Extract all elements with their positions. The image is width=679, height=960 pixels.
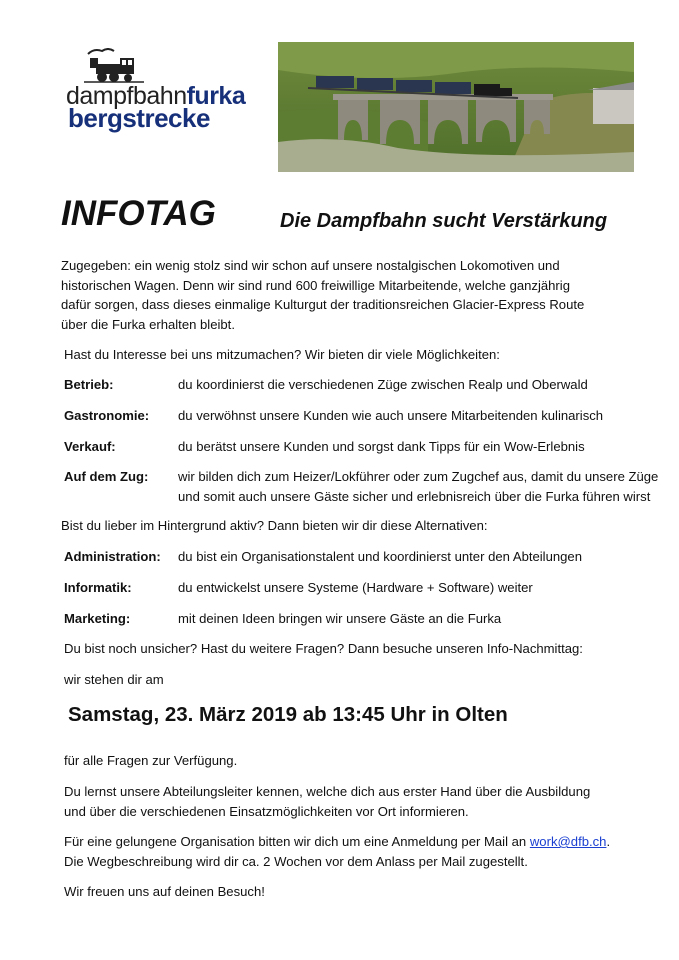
date-intro-text: wir stehen dir am bbox=[64, 672, 164, 687]
role-label: Marketing: bbox=[64, 611, 131, 626]
role-label: Betrieb: bbox=[64, 377, 114, 392]
role-label: Informatik: bbox=[64, 580, 132, 595]
role-description: du entwickelst unsere Systeme (Hardware + Software) weiter bbox=[178, 580, 533, 595]
event-date-heading: Samstag, 23. März 2019 ab 13:45 Uhr in Olten bbox=[68, 703, 508, 726]
role-label: Administration: bbox=[64, 549, 161, 564]
role-description-line: und somit auch unsere Gäste sicher und erlebnisreich über die Furka führen wirst bbox=[178, 488, 651, 504]
role-label: Verkauf: bbox=[64, 439, 116, 454]
role-description: du verwöhnst unsere Kunden wie auch unsere Mitarbeitenden kulinarisch bbox=[178, 408, 604, 423]
role-description: du berätst unsere Kunden und sorgst dank Tipps für ein Wow-Erlebnis bbox=[178, 439, 585, 454]
role-description: du koordinierst die verschiedenen Züge zwischen Realp und Oberwald bbox=[178, 377, 588, 392]
intro-line: dafür sorgen, dass dieses einmalige Kulturgut der traditionsreichen Glacier-Express Route bbox=[61, 297, 585, 312]
after-date-text: für alle Fragen zur Verfügung. bbox=[64, 753, 238, 768]
role-label: Auf dem Zug: bbox=[64, 469, 149, 484]
register-paragraph bbox=[64, 832, 610, 871]
role-label: Gastronomie: bbox=[64, 408, 150, 423]
intro-paragraph bbox=[61, 256, 584, 334]
register-line: Die Wegbeschreibung wird dir ca. 2 Wochen vor dem Anlass per Mail zugestellt. bbox=[64, 853, 528, 869]
meet-line: Du lernst unsere Abteilungsleiter kennen, welche dich aus erster Hand über die Ausbildung bbox=[64, 784, 591, 799]
register-line bbox=[64, 832, 610, 852]
register-punctuation: . bbox=[606, 834, 611, 849]
meet-paragraph bbox=[64, 782, 590, 821]
intro-line: historischen Wagen. Denn wir sind rund 600 freiwillige Mitarbeitende, welche ganzjährig bbox=[61, 277, 570, 293]
unsure-text: Du bist noch unsicher? Hast du weitere Fragen? Dann besuche unseren Info-Nachmittag: bbox=[64, 641, 583, 656]
role-description: mit deinen Ideen bringen wir unsere Gäste an die Furka bbox=[178, 611, 502, 626]
logo-line-1: dampfbahnfurka bbox=[66, 82, 246, 110]
closing-text: Wir freuen uns auf deinen Besuch! bbox=[64, 884, 265, 899]
header-photo-train-viaduct bbox=[278, 42, 634, 172]
intro-line: Zugegeben: ein wenig stolz sind wir schon auf unsere nostalgischen Lokomotiven und bbox=[61, 258, 560, 273]
role-description-line: wir bilden dich zum Heizer/Lokführer oder zum Zugchef aus, damit du unsere Züge bbox=[178, 469, 659, 484]
steam-locomotive-icon bbox=[82, 48, 146, 84]
email-link[interactable]: work@dfb.ch bbox=[529, 834, 607, 849]
role-description bbox=[178, 467, 658, 506]
intro-line: über die Furka erhalten bleibt. bbox=[61, 316, 235, 332]
question-background: Bist du lieber im Hintergrund aktiv? Dann bieten wir dir diese Alternativen: bbox=[61, 518, 488, 533]
register-text: Für eine gelungene Organisation bitten wir dich um eine Anmeldung per Mail an bbox=[64, 834, 530, 849]
logo-line-2: bergstrecke bbox=[68, 103, 210, 133]
page-title: INFOTAG bbox=[61, 194, 216, 233]
dfb-logo bbox=[60, 48, 260, 132]
question-interest: Hast du Interesse bei uns mitzumachen? Wir bieten dir viele Möglichkeiten: bbox=[64, 347, 500, 362]
page-subtitle: Die Dampfbahn sucht Verstärkung bbox=[280, 210, 608, 232]
meet-line: und über die verschiedenen Einsatzmöglichkeiten vor Ort informieren. bbox=[64, 803, 469, 819]
role-description: du bist ein Organisationstalent und koordinierst unter den Abteilungen bbox=[178, 549, 582, 564]
